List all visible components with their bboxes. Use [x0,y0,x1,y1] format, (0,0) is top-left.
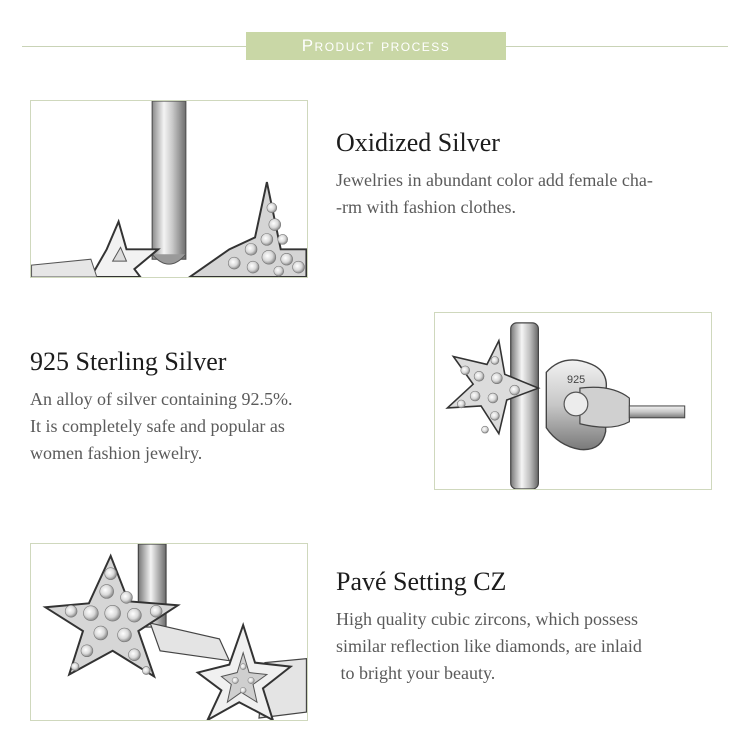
description-line: similar reflection like diamonds, are inlaid [336,636,642,656]
star-earring-back-image [435,313,711,489]
pave-setting-photo [30,543,308,721]
description-line: women fashion jewelry. [30,443,203,463]
star-earring-pave-image [31,544,307,720]
section-description [336,606,642,687]
section-title: Pavé Setting CZ [336,567,507,596]
section-header-title: Product process [301,36,451,55]
pave-setting-section [336,566,642,687]
section-title: Oxidized Silver [336,128,500,157]
description-line: An alloy of silver containing 92.5%. [30,389,293,409]
section-title: 925 Sterling Silver [30,347,227,376]
sterling-silver-photo [434,312,712,490]
sterling-silver-section [30,346,292,467]
description-line: to bright your beauty. [336,663,496,683]
section-description [30,386,292,467]
section-description [336,167,653,221]
header-divider-left [22,46,246,47]
hallmark-stamp: 925 [567,374,586,387]
oxidized-silver-photo [30,100,308,278]
section-header [246,32,506,60]
star-earring-closeup-image [31,101,307,277]
header-divider-right [506,46,728,47]
description-line: -rm with fashion clothes. [336,197,516,217]
description-line: Jewelries in abundant color add female cha- [336,170,653,190]
description-line: It is completely safe and popular as [30,416,285,436]
oxidized-silver-section [336,127,653,221]
description-line: High quality cubic zircons, which possess [336,609,638,629]
